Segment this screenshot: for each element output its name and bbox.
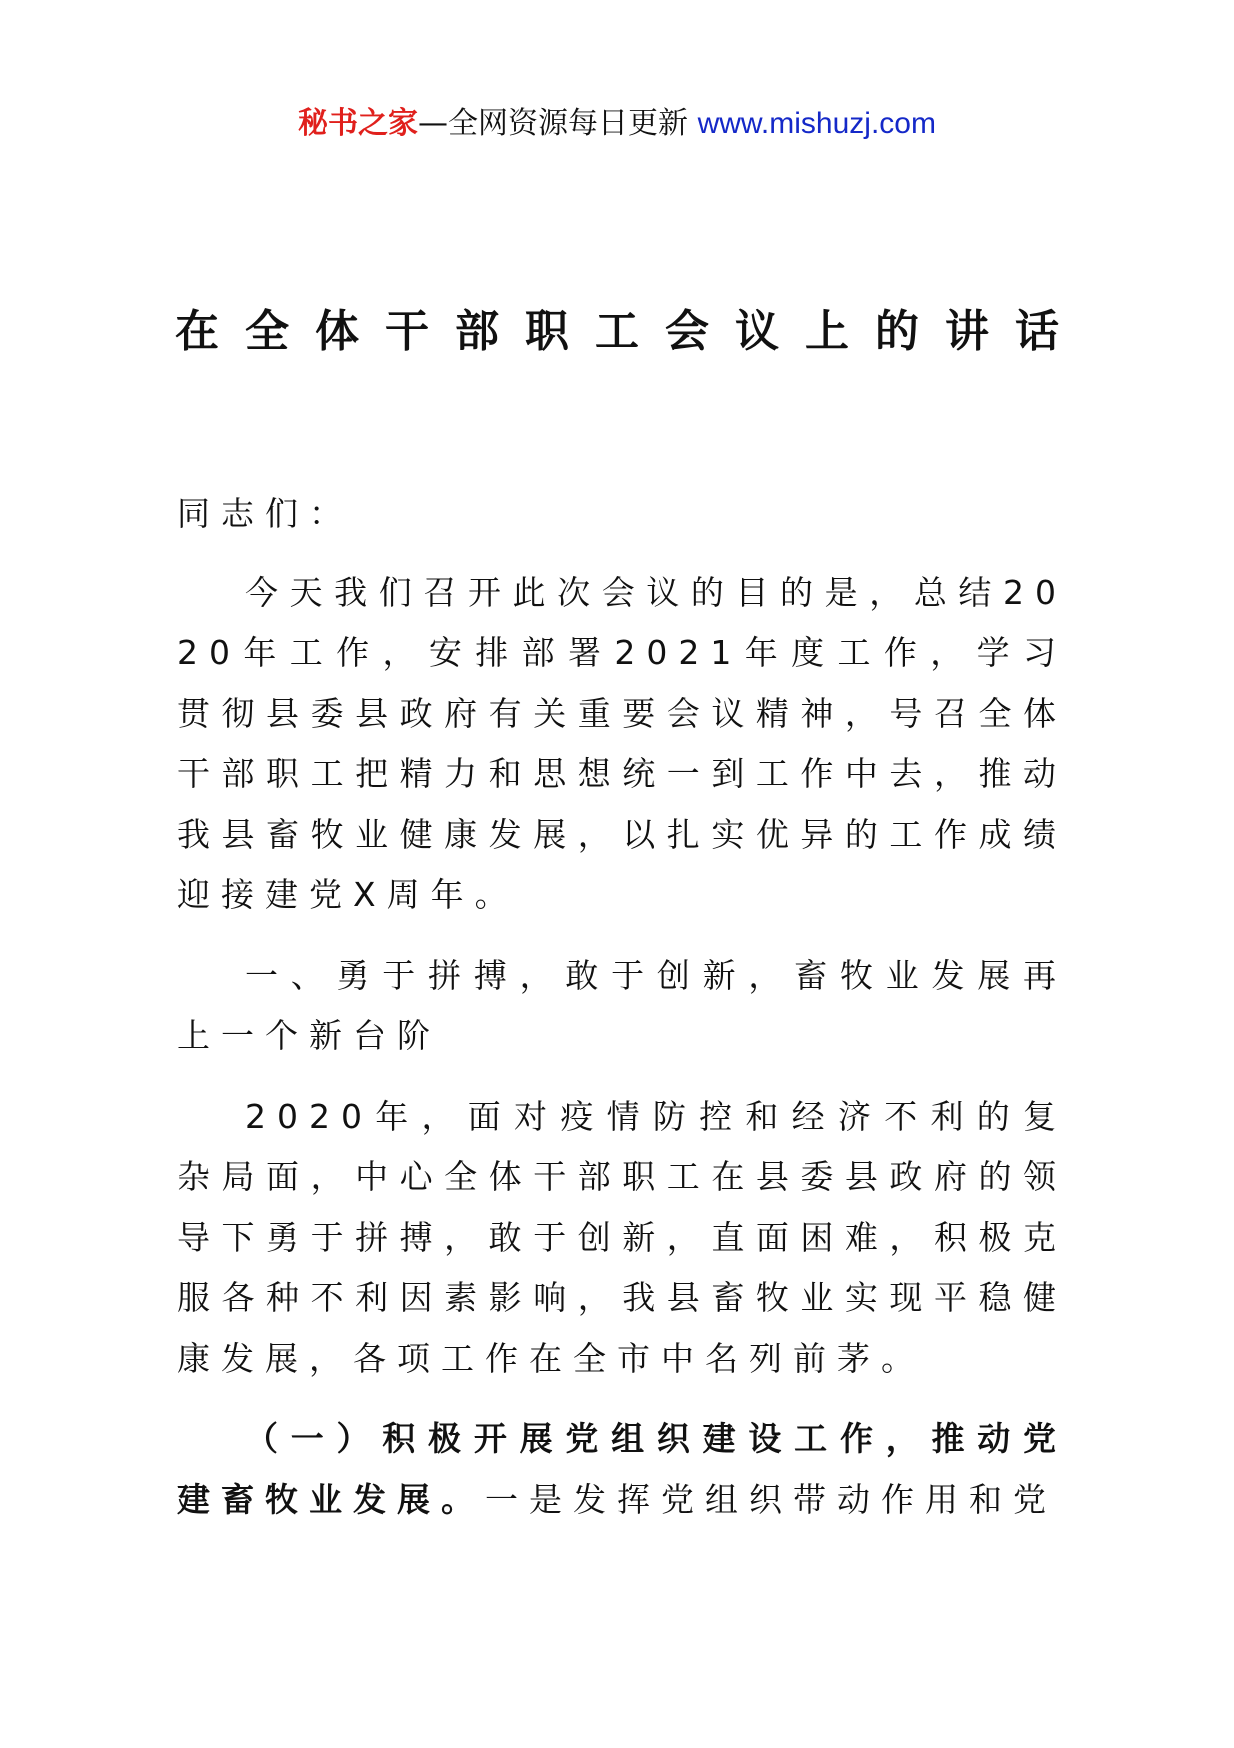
brand-name: 秘书之家 xyxy=(298,106,419,141)
subsection-1-body: 一是发挥党组织带动作用和党 xyxy=(485,1479,1057,1519)
document-title: 在全体干部职工会议上的讲话 xyxy=(175,306,1085,357)
subsection-1-paragraph xyxy=(177,1409,1067,1530)
header-tagline: —全网资源每日更新 xyxy=(418,106,689,141)
greeting: 同志们： xyxy=(177,494,353,533)
section-1-paragraph: 2020年，面对疫情防控和经济不利的复杂局面，中心全体干部职工在县委县政府的领导下勇于拼搏，敢于创新，直面困难，积极克服各种不利因素影响，我县畜牧业实现平稳健康发展，各项工作在全市中名列前茅。 xyxy=(177,1096,1067,1378)
subsection-1-lead: （一）积极开展党组织建设工作，推动党建畜牧业发展。 xyxy=(177,1419,1067,1519)
site-url-link[interactable]: www.mishuzj.com xyxy=(697,107,936,140)
section-heading-1: 一、勇于拼搏，敢于创新，畜牧业发展再上一个新台阶 xyxy=(177,955,1067,1055)
site-header xyxy=(0,102,1234,146)
document-body xyxy=(177,484,1067,1530)
intro-paragraph: 今天我们召开此次会议的目的是，总结2020年工作，安排部署2021年度工作，学习贯彻县委县政府有关重要会议精神，号召全体干部职工把精力和思想统一到工作中去，推动我县畜牧业健康发展，以扎实优异的工作成绩迎接建党X周年。 xyxy=(177,572,1067,914)
